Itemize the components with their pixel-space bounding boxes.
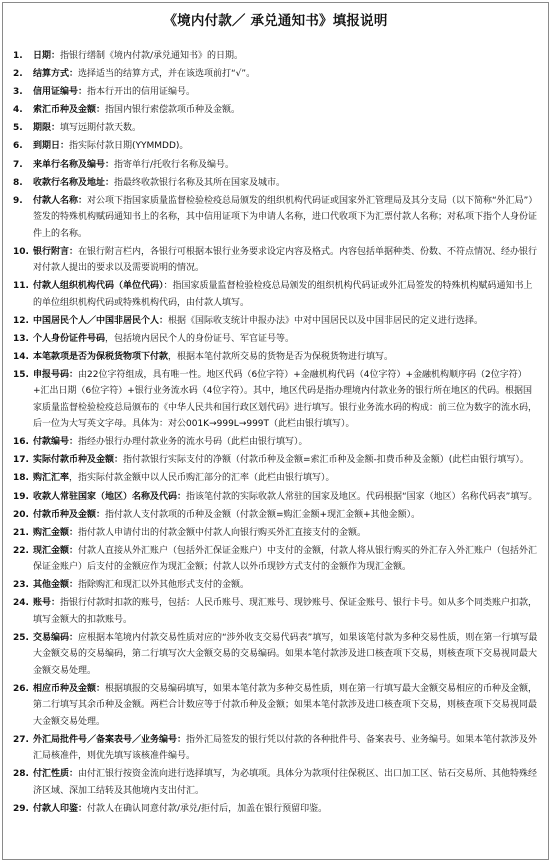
item-text: ，指实际付款金额中以人民币购汇部分的汇率（此栏由银行填写）。 [69,473,335,484]
item-text: 指本行开出的信用证编号。 [87,87,196,98]
list-item [11,681,540,730]
list-item [11,801,540,817]
item-text: 根据《国际收支统计申报办法》中对中国居民以及中国非居民的定义进行选择。 [168,315,484,326]
list-item [11,84,540,100]
item-text: 在银行附言栏内，各银行可根据本银行业务要求设定内容及格式。内容包括单据种类、份数、不符点情况、经办银行对付款人提出的要求以及需要说明的情况。 [33,246,538,274]
item-text: 指外汇局签发的银行凭以付款的各种批件号、备案表号、业务编号。如果本笔付款涉及外汇局核准件，则优先填写该核准件编号。 [33,734,538,762]
item-text: 指最终收款银行名称及其所在国家及城市。 [114,177,286,188]
list-item [11,367,540,433]
item-text: 指银行缮制《境内付款/承兑通知书》的日期。 [60,51,244,61]
list-item [11,349,540,365]
item-number: 27. [13,734,29,745]
item-label: 付汇性质： [33,769,79,780]
item-label: 索汇币种及金额： [33,105,106,116]
list-item [11,102,540,118]
item-number: 5. [13,123,23,134]
item-text: 指付款人支付款项的币种及金额（付款金额=购汇金额+现汇金额+其他金额）。 [105,509,421,520]
page-title: 《境内付款／ 承兑通知书》填报说明 [163,13,388,29]
list-item [11,489,540,505]
instruction-page [2,2,549,860]
item-number: 4. [13,105,23,116]
item-label: 账号： [33,598,61,609]
item-label: 购汇汇率 [33,473,70,484]
list-item [11,120,540,136]
item-label: 付款人名称： [33,195,88,206]
item-text: 应根据本笔境内付款交易性质对应的“涉外收支交易代码表”填写，如果该笔付款为多种交易性质，则在第一行填写最大金额交易的交易编码，第二行填写次大金额交易的交易编码。如果本笔付款涉及进口核查项下交易，则核查项下交易视同最大金额交易处理。 [33,632,538,676]
item-number: 16. [13,437,29,448]
item-text: ：指国家质量监督检验检疫总局颁发的组织机构代码证或外汇局签发的特殊机构赋码通知书上的单位组织机构代码或特殊机构代码，由付款人填写。 [33,281,533,308]
item-number: 22. [13,545,29,556]
item-label: 个人身份证件号码 [33,333,106,344]
list-item [11,766,540,799]
list-item [11,630,540,679]
list-item [11,434,540,450]
list-item [11,138,540,154]
item-number: 1. [13,51,23,61]
item-label: 到期日： [33,141,70,152]
item-number: 23. [13,580,29,591]
item-text: 指银行付款时扣款的账号，包括：人民币账号、现汇账号、现钞账号、保证金账号、银行卡号。如从多个同类账户扣款，填写金额大的扣款账号。 [33,598,538,625]
item-text: 付款人在确认同意付款/承兑/拒付后，加盖在银行预留印鉴。 [87,803,328,814]
item-number: 9. [13,195,23,206]
item-label: 收款行名称及地址： [33,177,115,188]
item-number: 13. [13,333,29,344]
item-label: 收款人常驻国家（地区）名称及代码： [33,491,187,502]
item-number: 14. [13,351,29,362]
list-item [11,595,540,628]
item-label: 申报号码： [33,369,79,380]
list-item [11,331,540,347]
list-item [11,66,540,82]
item-text: 指除购汇和现汇以外其他形式支付的金额。 [78,580,250,591]
item-label: 付款人印鉴： [33,803,88,814]
item-label: 相应币种及金额： [33,683,106,694]
item-label: 期限： [33,123,61,134]
item-label: 付款编号： [33,437,79,448]
list-item [11,543,540,576]
item-number: 6. [13,141,23,152]
item-text: ，包括境内居民个人的身份证号、军官证号等。 [105,333,295,344]
item-text: 对公项下指国家质量监督检验检疫总局颁发的组织机构代码证或国家外汇管理局及其分支局（以下简称“外汇局”）签发的特殊机构赋码通知书上的名称，其中信用证项下为申请人名称，进口代收项下为汇票付款人名称；对私项下指个人身份证件上的名称。 [33,195,538,239]
item-number: 24. [13,598,29,609]
item-label: 现汇金额： [33,545,79,556]
item-text: 选择适当的结算方式，并在该选项前打“√”。 [78,69,256,80]
item-text: 指该笔付款的实际收款人常驻的国家及地区。代码根据“国家（地区）名称代码表”填写。 [186,491,538,502]
item-label: 其他金额： [33,580,79,591]
item-number: 18. [13,473,29,484]
item-label: 付款人组织机构代码（单位代码） [33,281,164,292]
list-item [11,470,540,486]
list-item [11,313,540,329]
item-number: 8. [13,177,23,188]
item-number: 26. [13,683,29,694]
list-item [11,175,540,191]
item-text: 由22位字符组成，具有唯一性。地区代码（6位字符）+金融机构代码（4位字符）+金融机构顺序码（2位字符）+汇出日期（6位字符）+银行业务流水码（4位字符）。其中，地区代码是指办理境内付款业务的银行所在地区的代码。根据国家质量监督检验检疫总局颁布的《中华人民共和国行政区划代码》进行填写。银行业务流水码的构成：前三位为数字的流水码，后一位为大写英文字母。具体为：对公001K→999L→999T（此栏由银行填写）。 [33,369,538,430]
item-label: 外汇局批件号／备案表号／业务编号： [33,734,187,745]
item-label: 交易编码： [33,632,79,643]
item-number: 3. [13,87,23,98]
item-number: 25. [13,632,29,643]
item-number: 7. [13,159,23,170]
item-text: 付款人直接从外汇账户（包括外汇保证金账户）中支付的金额，付款人将从银行购买的外汇存入外汇账户（包括外汇保证金账户）后支付的金额应作为现汇金额；付款人以外币现钞方式支付的金额作为现汇金额。 [33,545,538,573]
list-item [11,244,540,277]
item-label: 购汇金额： [33,527,79,538]
item-text: 指寄单行/托收行名称及编号。 [114,159,235,170]
item-text: 指实际付款日期(YYMMDD)。 [69,141,189,152]
list-item [11,193,540,242]
item-label: 中国居民个人／中国非居民个人： [33,315,169,326]
item-text: 指付款银行实际支付的净额（付款币种及金额=索汇币种及金额-扣费币种及金额）(此栏由银行填写）。 [123,455,529,466]
item-text: ，根据本笔付款所交易的货物是否为保税货物进行填写。 [168,351,394,362]
item-label: 来单行名称及编号： [33,159,115,170]
item-label: 信用证编号： [33,87,88,98]
item-text: 由付汇银行按资金流向进行选择填写，为必填项。具体分为款项付往保税区、出口加工区、钻石交易所、其他特殊经济区域、深加工结转及其他境内支出付汇。 [33,769,538,796]
list-item [11,507,540,523]
list-item [11,525,540,541]
list-item [11,732,540,765]
item-text: 指国内银行索偿款项币种及金额。 [105,105,241,116]
list-item [11,48,540,64]
item-label: 银行附言： [33,246,79,257]
item-text: 填写远期付款天数。 [60,123,142,134]
item-label: 付款币种及金额： [33,509,106,520]
item-number: 29. [13,803,29,814]
item-number: 15. [13,369,29,380]
item-number: 19. [13,491,29,502]
item-label: 结算方式： [33,69,79,80]
item-number: 21. [13,527,29,538]
item-text: 根据填报的交易编码填写，如果本笔付款为多种交易性质，则在第一行填写最大金额交易相应的币种及金额，第二行填写其余币种及金额。两栏合计数应等于付款币种及金额；如果本笔付款涉及进口核查项下交易，则核查项下交易视同最大金额交易处理。 [33,683,538,727]
list-item [11,577,540,593]
item-label: 日期： [33,51,61,61]
list-item [11,278,540,311]
item-number: 11. [13,281,29,292]
item-label: 本笔款项是否为保税货物项下付款 [33,351,169,362]
list-item [11,452,540,468]
item-number: 12. [13,315,29,326]
instruction-list [11,48,540,817]
item-number: 2. [13,69,23,80]
list-item [11,157,540,173]
item-number: 10. [13,246,29,257]
item-text: 指经办银行办理付款业务的流水号码（此栏由银行填写）。 [78,437,308,448]
item-number: 28. [13,769,29,780]
item-text: 指付款人申请付出的付款金额中付款人向银行购买外汇直接支付的金额。 [78,527,367,538]
item-label: 实际付款币种及金额： [33,455,124,466]
item-number: 20. [13,509,29,520]
item-number: 17. [13,455,29,466]
